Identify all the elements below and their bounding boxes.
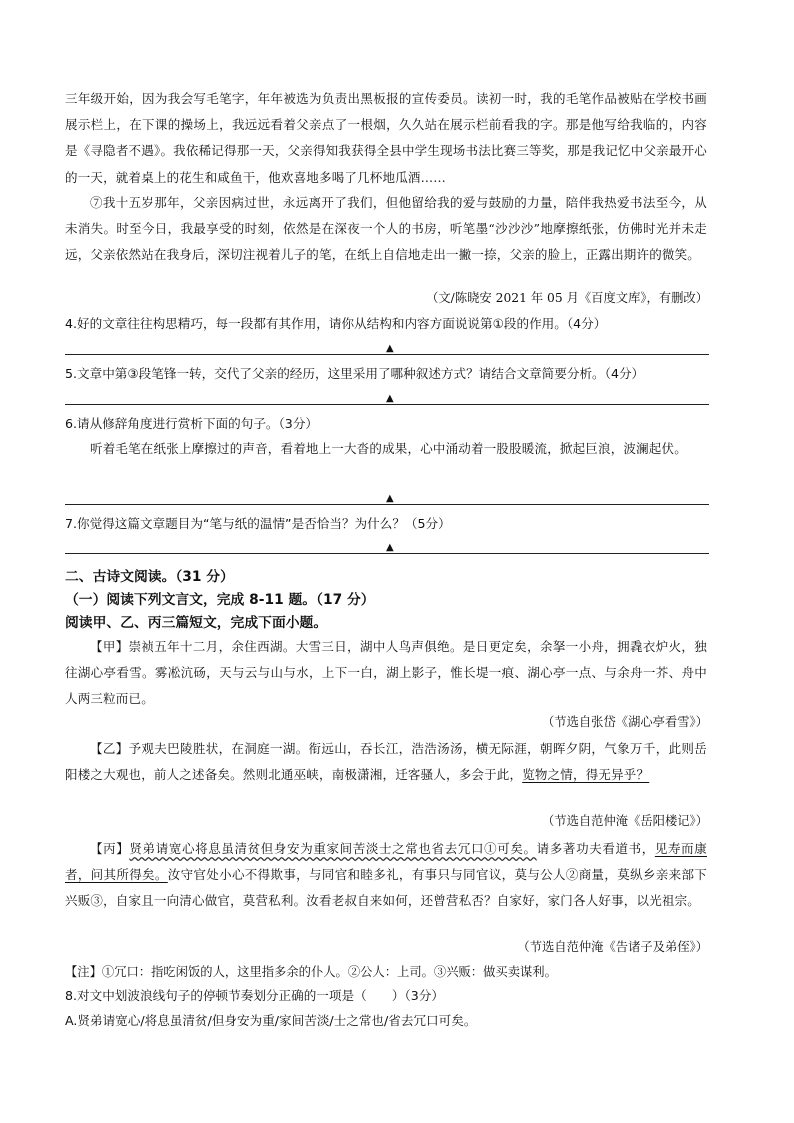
footnote: 【注】①冗口：指吃闲饭的人，这里指多余的仆人。②公人：上司。③兴贩：做买卖谋利。 bbox=[65, 965, 557, 979]
passage-jia: 【甲】崇祯五年十二月，余住西湖。大雪三日，湖中人鸟声俱绝。是日更定矣，余拏一小舟，拥毳衣炉火，独往湖心亭看雪。雾凇沆砀，天与云与山与水，上下一白，湖上影子，惟长堤一痕、湖心亭一点、与余舟一芥、舟中人两三粒而已。 bbox=[65, 639, 707, 707]
reading-instruction: 阅读甲、乙、丙三篇短文，完成下面小题。 bbox=[65, 615, 328, 631]
passage-jia-source: （节选自张岱《湖心亭看雪》） bbox=[541, 715, 708, 729]
passage-yi-source: （节选自范仲淹《岳阳楼记》） bbox=[541, 814, 708, 828]
passage-bing-source: （节选自范仲淹《告诸子及弟侄》） bbox=[517, 940, 708, 954]
subsection-heading: （一）阅读下列文言文，完成 8-11 题。（17 分） bbox=[65, 592, 375, 608]
passage-yi bbox=[65, 736, 707, 788]
passage-bing-text: 请多著功夫看道书， bbox=[536, 841, 655, 856]
answer-marker: ▲ bbox=[386, 542, 394, 553]
answer-marker: ▲ bbox=[386, 493, 394, 504]
essay-source: （文/陈晓安 2021 年 05 月《百度文库》，有删改） bbox=[426, 291, 708, 305]
question-5: 5.文章中第③段笔锋一转，交代了父亲的经历，这里采用了哪种叙述方式？请结合文章简要分析。（4分） bbox=[65, 366, 645, 381]
answer-line bbox=[65, 404, 709, 405]
essay-paragraph-7: ⑦我十五岁那年，父亲因病过世，永远离开了我们，但他留给我的爱与鼓励的力量，陪伴我热爱书法至今，从未消失。时至今日，我最享受的时刻，依然是在深夜一个人的书房，听笔墨“沙沙沙”地摩擦纸张，仿佛时光并未走远，父亲依然站在我身后，深切注视着儿子的笔，在纸上自信地走出一撇一捺，父亲的脸上，正露出期许的微笑。 bbox=[65, 195, 707, 263]
passage-yi-text: 【乙】予观夫巴陵胜状，在洞庭一湖。衔远山，吞长江，浩浩汤汤，横无际涯，朝晖夕阴，气象万千，此则岳阳楼之大观也，前人之述备矣。然则北通巫峡，南极潇湘，迁客骚人，多会于此， bbox=[65, 741, 707, 783]
essay-paragraph: 三年级开始，因为我会写毛笔字，年年被选为负责出黑板报的宣传委员。读初一时，我的毛笔作品被贴在学校书画展示栏上，在下课的操场上，我远远看着父亲点了一根烟，久久站在展示栏前看我的字。那是他写给我临的，内容是《寻隐者不遇》。我依稀记得那一天，父亲得知我获得全县中学生现场书法比赛三等奖，那是我记忆中父亲最开心的一天，就着桌上的花生和咸鱼干，他欢喜地多喝了几杯地瓜酒…… bbox=[65, 91, 707, 185]
answer-marker: ▲ bbox=[386, 343, 394, 354]
answer-line bbox=[65, 354, 709, 355]
passage-bing-wavy: 贤弟请宽心将息虽清贫但身安为重家间苦淡士之常也省去冗口①可矣。 bbox=[129, 841, 537, 856]
question-7: 7.你觉得这篇文章题目为“笔与纸的温情”是否恰当？为什么？（5分） bbox=[65, 516, 451, 531]
question-6: 6.请从修辞角度进行赏析下面的句子。（3分） bbox=[65, 416, 319, 431]
passage-bing bbox=[65, 836, 707, 915]
passage-yi-underlined: 览物之情，得无异乎？ bbox=[522, 767, 650, 783]
passage-bing-text-2: 汝守官处小心不得欺事，与同官和睦多礼，有事只与同官议，莫与公人②商量，莫纵乡亲来部下兴贩③，自家且一向清心做官，莫营私利。汝看老叔自来如何，还曾营私否？自家好，家门各人好事，以光祖宗。 bbox=[65, 867, 707, 909]
question-6-quote: 听着毛笔在纸张上摩擦过的声音，看着地上一大沓的成果，心中涌动着一股股暖流，掀起巨浪，波澜起伏。 bbox=[90, 441, 687, 456]
passage-bing-underlined: 见寿而康者，问其所得矣。 bbox=[65, 841, 707, 883]
passage-bing-label: 【丙】 bbox=[90, 841, 130, 856]
answer-line bbox=[65, 553, 709, 554]
question-8: 8.对文中划波浪线句子的停顿节奏划分正确的一项是（ ）（3分） bbox=[65, 988, 444, 1003]
answer-marker: ▲ bbox=[386, 393, 394, 404]
question-8-option-a: A.贤弟请宽心/将息虽清贫/但身安为重/家间苦淡/士之常也/省去冗口可矣。 bbox=[65, 1013, 477, 1028]
question-4: 4.好的文章往往构思精巧，每一段都有其作用，请你从结构和内容方面说说第①段的作用。（4分） bbox=[65, 316, 607, 331]
section-heading: 二、古诗文阅读。（31 分） bbox=[65, 569, 234, 585]
answer-line bbox=[65, 504, 709, 505]
